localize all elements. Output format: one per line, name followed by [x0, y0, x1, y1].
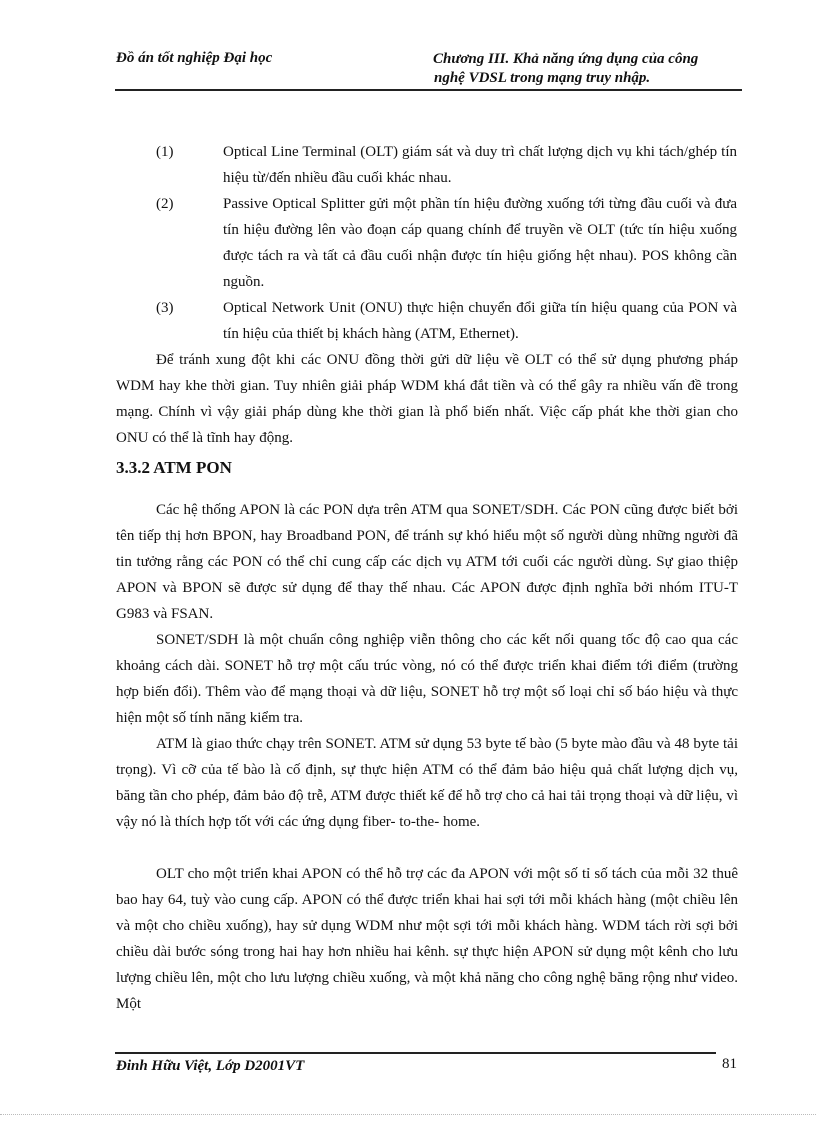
paragraph: Các hệ thống APON là các PON dựa trên ATM qua SONET/SDH. Các PON cũng được biết bởi tên tiếp thị hơn BPON, hay Broadband PON, để tránh sự khó hiểu một số người dùng những người đã tin tưởng rằng các PON có thể chỉ cung cấp các dịch vụ ATM tới cuối các người dùng. Sự giao thiệp APON và BPON sẽ được sử dụng để thay thế nhau. Các APON được định nghĩa bởi nhóm ITU-T G983 và FSAN. [116, 502, 738, 622]
page-number: 81 [722, 1056, 737, 1072]
list-item-number: (3) [156, 300, 174, 316]
list-item-text: Passive Optical Splitter gửi một phần tín hiệu đường xuống tới từng đầu cuối và đưa tín hiệu đường lên vào đoạn cáp quang chính để truyền về OLT (tức tín hiệu xuống được tách ra và tất cả đầu cuối nhận được tín hiệu giống hệt nhau). POS không cần nguồn. [223, 196, 737, 290]
header-title-left: Đồ án tốt nghiệp Đại học [116, 50, 273, 66]
footer-rule [115, 1052, 716, 1054]
header-right-line1: Chương III. Khả năng ứng dụng của công [433, 51, 699, 67]
page-edge-dots [0, 1114, 816, 1115]
header-right-line2: nghệ VDSL trong mạng truy nhập. [434, 70, 651, 86]
list-item-text: Optical Network Unit (ONU) thực hiện chuyển đổi giữa tín hiệu quang của PON và tín hiệu của thiết bị khách hàng (ATM, Ethernet). [223, 300, 737, 342]
section-heading: 3.3.2 ATM PON [116, 458, 232, 477]
paragraph: OLT cho một triển khai APON có thể hỗ trợ các đa APON với một số tỉ số tách của mỗi 32 thuê bao hay 64, tuỳ vào cung cấp. APON có thể được triển khai hai sợi tới mỗi khách hàng (một chiều lên và một cho chiều xuống), hay sử dụng WDM như một sợi tới mỗi khách hàng. WDM tách rời sợi bởi chiều dài bước sóng trong hai hay hơn nhiều hai kênh. sự thực hiện APON sử dụng một kênh cho lưu lượng chiều lên, một cho lưu lượng chiều xuống, và một khả năng cho công nghệ băng rộng như video. Một [116, 866, 738, 1012]
list-item-number: (1) [156, 144, 174, 160]
list-item-text: Optical Line Terminal (OLT) giám sát và duy trì chất lượng dịch vụ khi tách/ghép tín hiệu từ/đến nhiều đầu cuối khác nhau. [223, 144, 737, 186]
paragraph: SONET/SDH là một chuẩn công nghiệp viễn thông cho các kết nối quang tốc độ cao qua các khoảng cách dài. SONET hỗ trợ một cấu trúc vòng, nó có thể được triển khai điểm tới điểm (trường hợp biến đổi). Thêm vào để mạng thoại và dữ liệu, SONET hỗ trợ một số loại chỉ số báo hiệu và thực hiện một số tính năng kiểm tra. [116, 632, 738, 726]
paragraph: ATM là giao thức chạy trên SONET. ATM sử dụng 53 byte tế bào (5 byte mào đầu và 48 byte tải trọng). Vì cỡ của tế bào là cố định, sự thực hiện ATM có thể đảm bảo hiệu quả chất lượng dịch vụ, băng tần cho phép, đảm bảo độ trễ, ATM được thiết kế để hỗ trợ cho cả hai tải trọng thoại và dữ liệu, vì vậy nó là thích hợp tốt với các ứng dụng fiber- to-the- home. [116, 736, 738, 830]
paragraph-intro: Để tránh xung đột khi các ONU đồng thời gửi dữ liệu về OLT có thể sử dụng phương pháp WDM hay khe thời gian. Tuy nhiên giải pháp WDM khá đắt tiền và có thể gây ra nhiều vấn đề trong mạng. Chính vì vậy giải pháp dùng khe thời gian là phổ biến nhất. Việc cấp phát khe thời gian cho ONU có thể là tĩnh hay động. [116, 352, 738, 446]
list-item-number: (2) [156, 196, 174, 212]
header-title-right [433, 50, 698, 88]
footer-author: Đinh Hữu Việt, Lớp D2001VT [116, 1058, 305, 1074]
header-rule [115, 89, 742, 91]
